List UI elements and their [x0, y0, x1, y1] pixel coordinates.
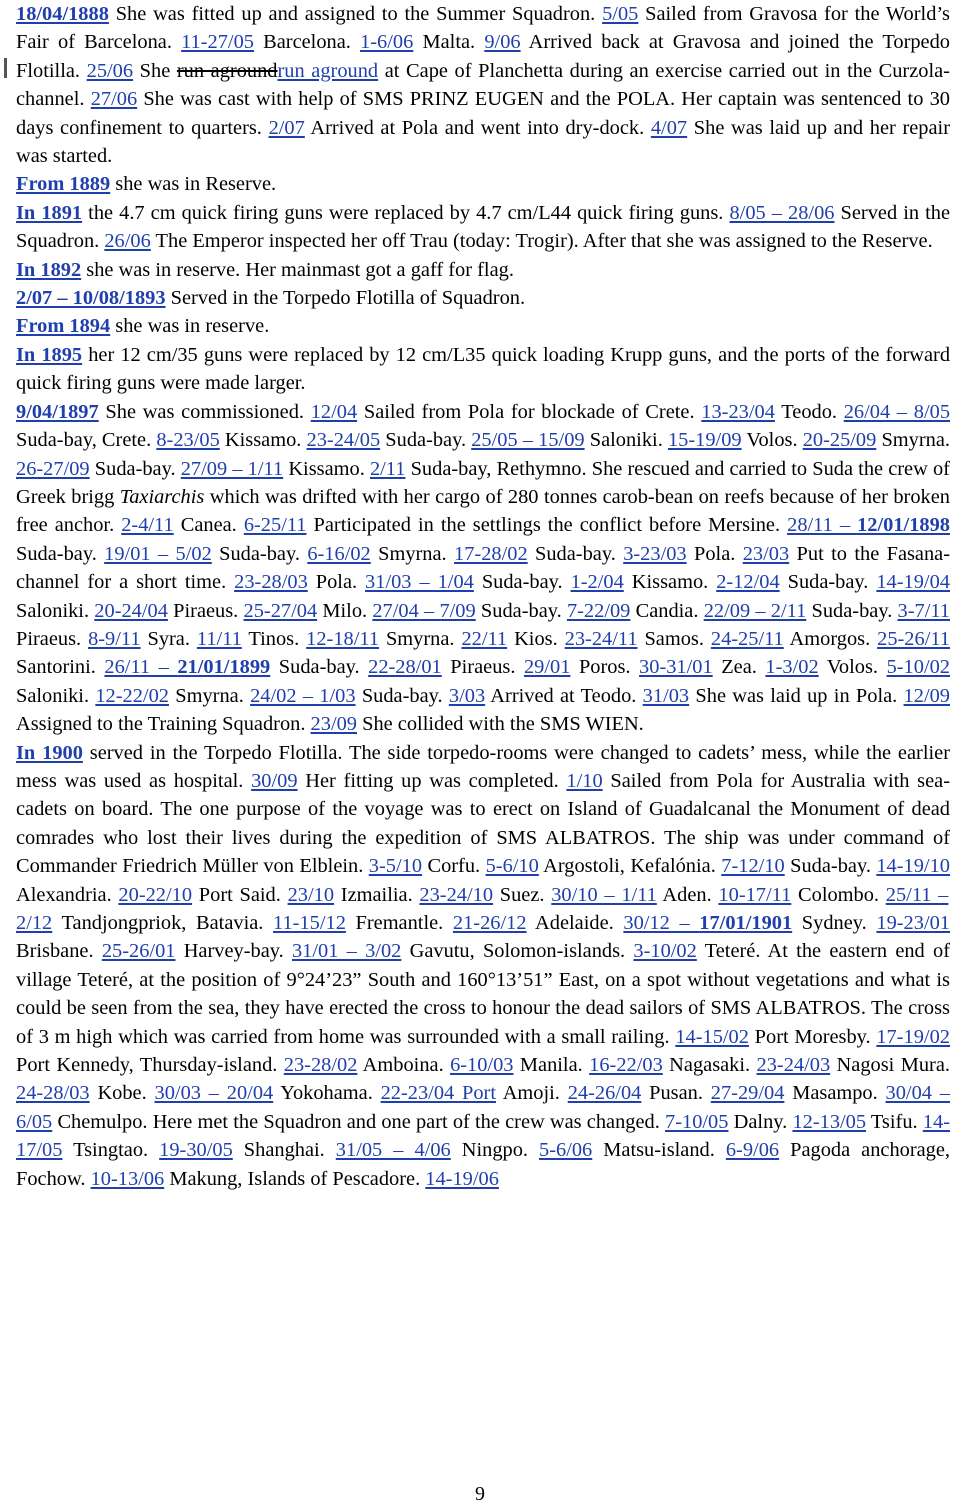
text-run: Samos. [637, 627, 711, 650]
date-link[interactable]: 23-24/11 [564, 627, 638, 650]
text-run: Sydney. [792, 912, 877, 934]
text-run: She was cast with help of SMS PRINZ EUGEN and the POLA. Her captain was sentenced to 30 days confinement to quarters. [16, 88, 950, 139]
date-link[interactable]: 17-28/02 [454, 542, 528, 565]
text-run: she was in reserve. Her mainmast got a gaff for flag. [81, 258, 514, 281]
date-link[interactable]: 11-27/05 [181, 31, 254, 54]
date-link[interactable]: 31/01 – 3/02 [291, 940, 402, 963]
text-run: Suda-bay. [270, 656, 369, 679]
text-run: Suda-bay. [89, 457, 181, 480]
paragraph [16, 341, 950, 398]
text-run: Nagasaki. [662, 1054, 757, 1077]
text-run: Pagoda anchorage, Fochow. [16, 1139, 951, 1190]
text-run: Teodo. [774, 400, 844, 423]
date-link[interactable]: 22-23/04 Port [380, 1082, 497, 1105]
text-run: She was fitted up and assigned to the Summer Squadron. [108, 3, 603, 25]
date-link[interactable]: 14-15/02 [675, 1025, 749, 1048]
text-run: Port Kennedy, Thursday-island. [16, 1054, 284, 1077]
text-run: Assigned to the Training Squadron. [16, 713, 311, 736]
date-link[interactable]: 25-26/11 [877, 627, 950, 650]
date-link[interactable]: 21/01/1899 [177, 656, 271, 679]
date-link[interactable]: 9/06 [484, 31, 521, 54]
text-run: Suez. [493, 883, 552, 906]
date-link[interactable]: 2-12/04 [716, 571, 780, 594]
ship-name: Taxiarchis [119, 485, 205, 508]
date-link[interactable]: 11-15/12 [273, 912, 346, 934]
text-run: Port Said. [192, 883, 288, 906]
text-run: Suda-bay. [16, 542, 105, 565]
text-run: Suda-bay. [784, 855, 877, 878]
text-run: Saloniki. [584, 429, 668, 452]
date-link[interactable]: 20-24/04 [94, 599, 168, 622]
text-run: Amboina. [357, 1054, 451, 1077]
text-run: She [133, 59, 177, 82]
text-run: Kissamo. [283, 457, 370, 480]
date-link[interactable]: 23/10 [287, 883, 335, 906]
date-link[interactable]: 7-22/09 [566, 599, 631, 622]
date-link[interactable]: 17-19/02 [876, 1025, 950, 1048]
date-link[interactable]: 23/03 [742, 542, 790, 565]
date-link[interactable]: 23/09 [310, 713, 357, 736]
page-number: 9 [475, 1483, 485, 1505]
paragraph [16, 256, 950, 284]
date-link[interactable]: 31/03 [642, 684, 690, 707]
date-link[interactable]: 25-27/04 [243, 599, 318, 622]
text-run: Suda-bay. [473, 571, 571, 594]
text-run: Santorini. [16, 656, 105, 679]
date-link[interactable]: 8-23/05 [156, 429, 220, 452]
text-run: Put to the Fasana-channel for a short time. [16, 542, 951, 594]
date-link[interactable]: 6-9/06 [725, 1139, 780, 1162]
date-link[interactable]: 1/10 [566, 769, 603, 792]
text-run: Arrived at Teodo. [485, 684, 643, 707]
text-run: Suda-bay, Rethymno. She rescued and carried to Suda the crew of Greek brigg [16, 457, 950, 508]
text-run: Pola. [686, 542, 743, 565]
text-run: Argostoli, Kefalónia. [538, 855, 722, 878]
text-run: Sailed from Pola for blockade of Crete. [357, 400, 702, 423]
text-run: Suda-bay. [806, 599, 898, 622]
text-run: Poros. [570, 656, 640, 679]
date-link[interactable]: 30/09 [251, 769, 298, 792]
date-link[interactable]: 30/04 – 6/05 [16, 1082, 950, 1133]
date-link[interactable]: 5-10/02 [886, 656, 950, 679]
date-link[interactable]: 30/10 – 1/11 [551, 883, 657, 906]
text-run: Malta. [413, 31, 485, 54]
date-link[interactable]: 23-28/02 [283, 1054, 358, 1077]
text-run: Milo. [317, 599, 373, 622]
text-run: Harvey-bay. [175, 940, 292, 963]
date-link[interactable]: 20-25/09 [802, 429, 877, 452]
text-run: the 4.7 cm quick firing guns were replaced by 4.7 cm/L44 quick firing guns. [82, 201, 730, 224]
date-link[interactable]: In 1900 [16, 741, 83, 764]
date-link[interactable]: 18/04/1888 [16, 3, 109, 25]
date-link[interactable]: 8/05 – 28/06 [729, 201, 835, 224]
date-link[interactable]: 27/09 – 1/11 [180, 457, 284, 480]
text-run: Smyrna. [370, 542, 455, 565]
date-link[interactable]: 8-9/11 [88, 627, 141, 650]
date-link[interactable]: 1-6/06 [360, 31, 414, 54]
date-link[interactable]: 11/11 [196, 627, 242, 650]
text-run: Kissamo. [219, 429, 307, 452]
text-run: Pusan. [641, 1082, 711, 1105]
date-link[interactable]: In 1895 [16, 343, 83, 366]
date-link[interactable]: 31/05 – 4/06 [335, 1139, 451, 1162]
date-link[interactable]: 24-28/03 [16, 1082, 90, 1105]
date-link[interactable]: 25/05 – 15/09 [471, 429, 585, 452]
date-link[interactable]: 3-23/03 [623, 542, 687, 565]
date-link[interactable]: 25/06 [86, 59, 134, 82]
date-link[interactable]: 12-22/02 [95, 684, 169, 707]
date-link[interactable]: In 1891 [16, 201, 83, 224]
date-link[interactable]: 5/05 [602, 3, 639, 25]
text-run: Kissamo. [623, 571, 717, 594]
date-link[interactable]: 27-29/04 [710, 1082, 785, 1105]
date-link[interactable]: 9/04/1897 [16, 400, 99, 423]
text-run: Colombo. [791, 883, 886, 906]
text-run: Saloniki. [16, 599, 95, 622]
date-link[interactable]: 10-17/11 [718, 883, 792, 906]
date-link[interactable]: 4/07 [650, 116, 688, 139]
change-bar [4, 58, 7, 78]
date-link[interactable]: 31/03 – 1/04 [365, 571, 474, 594]
text-run: Smyrna. [169, 684, 251, 707]
text-run: Suda-bay, Crete. [16, 429, 157, 452]
text-run: She was laid up in Pola. [689, 684, 904, 707]
text-run: Participated in the settlings the conflict before Mersine. [306, 514, 788, 537]
date-link[interactable]: 2/07 [268, 116, 305, 139]
date-link[interactable]: 27/06 [90, 88, 138, 111]
date-link[interactable]: 19-23/01 [876, 912, 951, 934]
date-link[interactable]: In 1892 [16, 258, 82, 281]
text-run: Amorgos. [783, 627, 878, 650]
date-link[interactable]: 30/03 – 20/04 [154, 1082, 274, 1105]
date-link[interactable]: 25-26/01 [101, 940, 176, 963]
date-link[interactable]: 3-10/02 [633, 940, 697, 963]
paragraph-list [16, 0, 950, 1193]
date-link[interactable]: 25/11 – 2/12 [16, 883, 949, 934]
text-run: Suda-bay. [475, 599, 567, 622]
text-run: Smyrna. [379, 627, 462, 650]
date-link[interactable]: 19-30/05 [159, 1139, 233, 1162]
text-run: Dalny. [728, 1110, 793, 1133]
text-run: Ningpo. [450, 1139, 540, 1162]
date-link[interactable]: 3-7/11 [897, 599, 950, 622]
text-run: Canea. [173, 514, 244, 537]
text-run: Chemulpo. Here met the Squadron and one part of the crew was changed. [52, 1110, 666, 1133]
date-link[interactable]: 12-13/05 [792, 1110, 867, 1133]
date-link[interactable]: 6-10/03 [450, 1054, 514, 1077]
text-run: Suda-bay. [779, 571, 877, 594]
paragraph [16, 312, 950, 340]
text-run: Pola. [307, 571, 366, 594]
date-link[interactable]: 2/07 – 10/08/1893 [16, 287, 166, 310]
date-link[interactable]: 23-28/03 [234, 571, 308, 594]
date-link[interactable]: 13-23/04 [701, 400, 775, 423]
text-run: Brisbane. [16, 940, 102, 963]
text-run: Candia. [630, 599, 704, 622]
text-run: her 12 cm/35 guns were replaced by 12 cm/L35 quick loading Krupp guns, and the ports of the forward quick firing guns were made larger. [16, 343, 951, 395]
date-link[interactable]: 10-13/06 [90, 1167, 165, 1190]
text-run: Syra. [140, 627, 197, 650]
date-link[interactable]: 20-22/10 [118, 883, 193, 906]
date-link[interactable]: 24-25/11 [710, 627, 784, 650]
date-link[interactable]: 24/02 – 1/03 [250, 684, 356, 707]
date-link[interactable]: 22-28/01 [368, 656, 442, 679]
text-run: Sailed from Gravosa for the World’s Fair of Barcelona. [16, 3, 950, 54]
date-link[interactable]: 26/04 – 8/05 [843, 400, 951, 423]
date-link[interactable]: 17/01/1901 [699, 912, 793, 934]
text-run: The Emperor inspected her off Trau (today: Trogir). After that she was assigned to the Reserve. [150, 230, 933, 253]
text-run: Izmailia. [334, 883, 420, 906]
text-run: Kios. [507, 627, 565, 650]
date-link[interactable]: From 1889 [16, 173, 111, 196]
text-run: served in the Torpedo Flotilla. The side torpedo-rooms were changed to cadets’ mess, while the earlier mess was used as hospital. [16, 741, 950, 792]
date-link[interactable]: 29/01 [523, 656, 571, 679]
text-run: Yokohama. [273, 1082, 381, 1105]
text-run: which was drifted with her cargo of 280 tonnes carob-bean on reefs because of her broken free anchor. [16, 485, 950, 537]
paragraph [16, 170, 950, 198]
date-link[interactable]: 6-25/11 [243, 514, 307, 537]
text-run: Suda-bay. [527, 542, 624, 565]
date-link[interactable]: 27/04 – 7/09 [372, 599, 476, 622]
text-run: Zea. [712, 656, 766, 679]
text-run: Makung, Islands of Pescadore. [164, 1167, 426, 1190]
text-run: Tandjongpriok, Batavia. [52, 912, 274, 934]
text-run: Piraeus. [441, 656, 524, 679]
paragraph [16, 398, 950, 739]
text-run: Her fitting up was completed. [297, 769, 567, 792]
date-link[interactable]: 15-19/09 [667, 429, 742, 452]
text-run: at Cape of Planchetta during an exercise carried out in the Curzola-channel. [16, 59, 950, 111]
document-body [16, 0, 950, 1193]
text-run: Suda-bay. [380, 429, 472, 452]
text-run: Volos. [818, 656, 887, 679]
text-run: Smyrna. [876, 429, 950, 452]
date-link[interactable]: 12/01/1898 [857, 514, 950, 537]
date-link[interactable]: 2-4/11 [121, 514, 174, 537]
date-link[interactable]: 23-24/03 [756, 1054, 831, 1077]
date-link[interactable]: 5-6/06 [539, 1139, 593, 1162]
text-run: Suda-bay. [355, 684, 449, 707]
text-run: Saloniki. [16, 684, 96, 707]
text-run: Alexandria. [16, 883, 119, 906]
text-run: Kobe. [89, 1082, 155, 1105]
date-link[interactable]: 30/12 – [623, 912, 700, 934]
text-run: Adelaide. [526, 912, 624, 934]
text-run: Matsu-island. [592, 1139, 726, 1162]
struck-text: run aground [176, 59, 278, 82]
text-run: Piraeus. [167, 599, 244, 622]
date-link[interactable]: 5-6/10 [485, 855, 539, 878]
text-run: Nagosi Mura. [830, 1054, 950, 1077]
text-run: Arrived at Pola and went into dry-dock. [304, 116, 651, 139]
text-run: Served in the Squadron. [16, 201, 951, 253]
date-link[interactable]: 3-5/10 [368, 855, 423, 878]
date-link[interactable]: 21-26/12 [452, 912, 527, 934]
text-run: Manila. [513, 1054, 590, 1077]
date-link[interactable]: 2/11 [369, 457, 406, 480]
date-link[interactable]: 12/09 [903, 684, 950, 707]
paragraph [16, 0, 950, 170]
text-run: Teteré. At the eastern end of village Teteré, at the position of 9°24’23” South and 160°13’51” East, on a spot without vegetations and what is could be seen from the sea, they have erected the cross to honour the dead sailors of SMS ALBATROS. The cross of 3 m high which was carried from home was surrounded with a small railing. [16, 940, 950, 1048]
text-run: Barcelona. [253, 31, 361, 54]
date-link[interactable]: 26-27/09 [16, 457, 90, 480]
text-run: She collided with the SMS WIEN. [357, 713, 644, 736]
text-run: Corfu. [422, 855, 486, 878]
date-link[interactable]: From 1894 [16, 315, 111, 338]
date-link[interactable]: 24-26/04 [567, 1082, 642, 1105]
date-link[interactable]: 22/09 – 2/11 [703, 599, 807, 622]
date-link[interactable]: 7-10/05 [665, 1110, 729, 1133]
date-link[interactable]: 19/01 – 5/02 [104, 542, 212, 565]
text-run: Served in the Torpedo Flotilla of Squadron. [165, 287, 526, 310]
text-run: Tsifu. [866, 1110, 923, 1133]
text-run: Masampo. [784, 1082, 886, 1105]
date-link[interactable]: 26/06 [104, 230, 151, 253]
date-link[interactable]: 26/11 – [104, 656, 178, 679]
text-run: Sailed from Pola for Australia with sea-cadets on board. The one purpose of the voyage was to erect on Island of Guadalcanal the Monument of dead comrades who lost their lives during the expedition of SMS ALBATROS. The ship was under command of Commander Friedrich Müller von Elblein. [16, 769, 951, 878]
date-link[interactable]: 14-17/05 [16, 1110, 950, 1162]
paragraph [16, 284, 950, 312]
paragraph [16, 199, 950, 256]
text-run: Amoji. [496, 1082, 568, 1105]
date-link[interactable]: 23-24/10 [419, 883, 494, 906]
text-run: Arrived back at Gravosa and joined the Torpedo Flotilla. [16, 31, 950, 82]
date-link[interactable]: 14-19/06 [425, 1167, 499, 1190]
date-link[interactable]: 14-19/04 [876, 571, 950, 594]
date-link[interactable]: 12/04 [310, 400, 358, 423]
text-run: Tsingtao. [62, 1139, 160, 1162]
date-link[interactable]: run aground [277, 59, 379, 82]
date-link[interactable]: 14-19/10 [876, 855, 950, 878]
date-link[interactable]: 7-12/10 [721, 855, 785, 878]
date-link[interactable]: 16-22/03 [589, 1054, 663, 1077]
date-link[interactable]: 3/03 [448, 684, 486, 707]
text-run: Aden. [656, 883, 719, 906]
text-run: Shanghai. [232, 1139, 336, 1162]
date-link[interactable]: 22/11 [461, 627, 508, 650]
text-run: Port Moresby. [748, 1025, 877, 1048]
date-link[interactable]: 23-24/05 [306, 429, 381, 452]
date-link[interactable]: 28/11 – [787, 514, 858, 537]
text-run: Volos. [741, 429, 803, 452]
text-run: Fremantle. [345, 912, 453, 934]
paragraph [16, 739, 950, 1194]
date-link[interactable]: 1-2/04 [570, 571, 624, 594]
date-link[interactable]: 30-31/01 [639, 656, 713, 679]
text-run: She was laid up and her repair was started. [16, 116, 951, 168]
text-run: Gavutu, Solomon-islands. [401, 940, 634, 963]
text-run: Piraeus. [16, 627, 89, 650]
date-link[interactable]: 12-18/11 [306, 627, 380, 650]
text-run: she was in reserve. [110, 315, 270, 338]
text-run: Tinos. [241, 627, 307, 650]
date-link[interactable]: 1-3/02 [765, 656, 819, 679]
text-run: She was commissioned. [98, 400, 311, 423]
date-link[interactable]: 6-16/02 [307, 542, 371, 565]
text-run: Suda-bay. [211, 542, 308, 565]
text-run: she was in Reserve. [110, 173, 277, 196]
